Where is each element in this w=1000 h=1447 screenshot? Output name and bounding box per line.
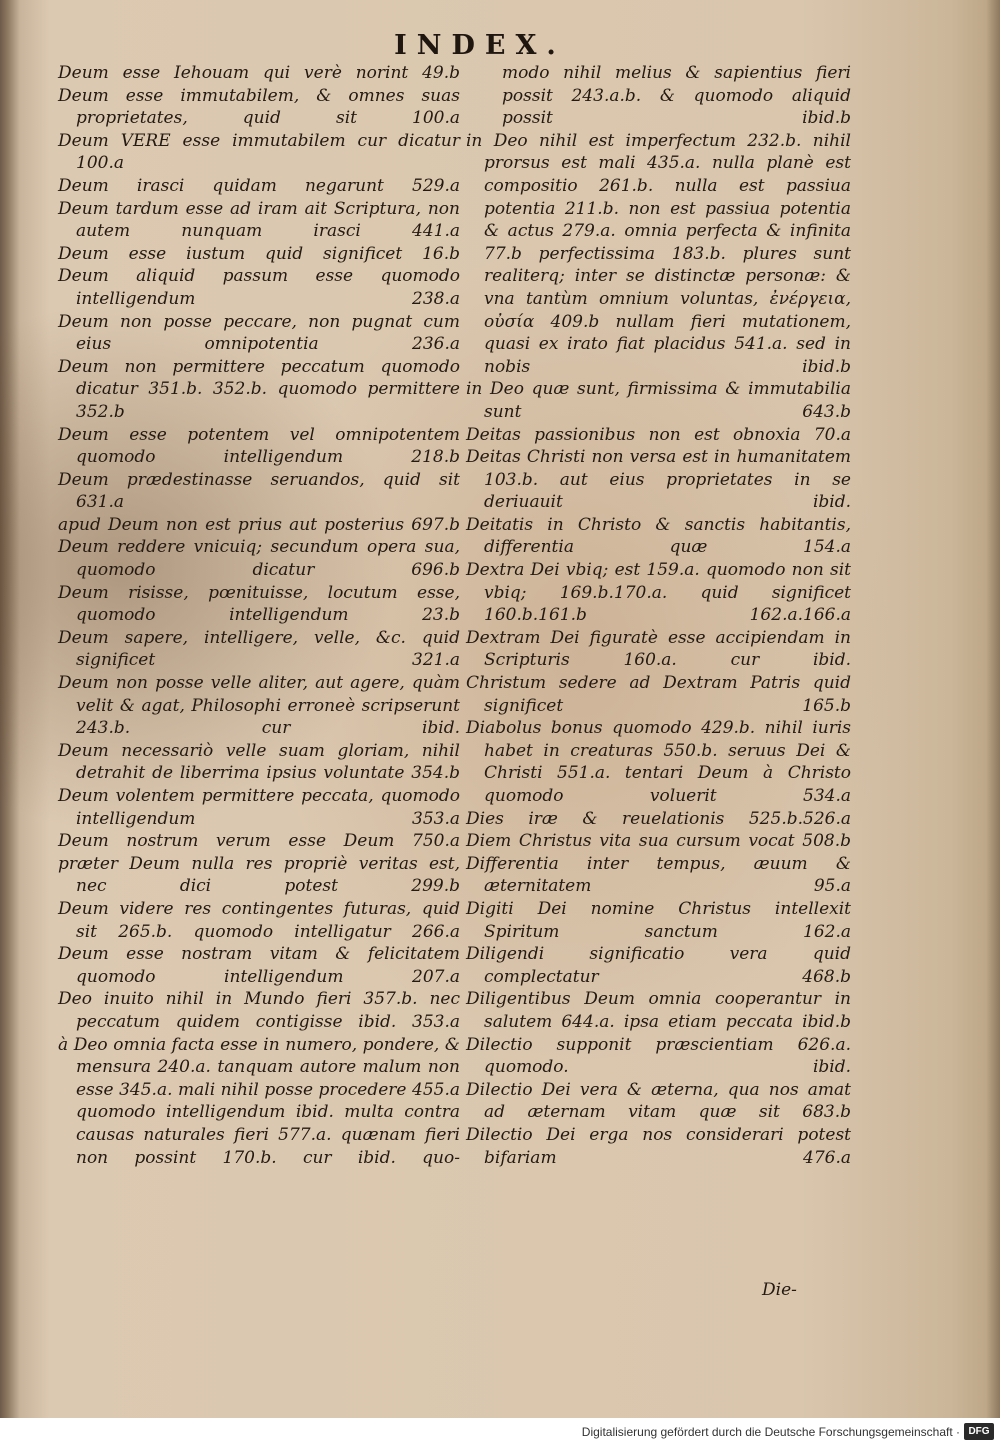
index-entry: in Deo nihil est imperfectum 232.b. nihil prorsus est mali 435.a. nulla planè est compositio 261.b. nulla est passiua potentia 211.b. non est passiua potentia & actus 279.a. omnia perfecta & infinita 77.b perfectissima 183.b. plures sunt realiterq; inter se distinctæ personæ: & vna tantùm omnium voluntas, ἐνέργεια, οὐσία 409.b nullam fieri mutationem, quasi ex irato fiat placidus 541.a. sed in nobis ibid.b [466,130,851,377]
catchword: Die- [762,1280,797,1300]
index-entry: Diem Christus vita sua cursum vocat 508.b [466,831,851,852]
index-entry: Dilectio Dei erga nos considerari potest bifariam 476.a [466,1124,851,1168]
index-entry: Deum non posse peccare, non pugnat cum eius omnipotentia 236.a [58,311,460,355]
digitization-footer [0,1418,1000,1447]
index-entry-continuation: modo nihil melius & sapientius fieri possit 243.a.b. & quomodo aliquid possit ibid.b [502,63,851,129]
index-entry: Deum VERE esse immutabilem cur dicatur 100.a [58,130,460,174]
index-entry: Deum non permittere peccatum quomodo dicatur 351.b. 352.b. quomodo permittere 352.b [58,356,460,422]
index-entry: Digiti Dei nomine Christus intellexit Spiritum sanctum 162.a [466,898,851,942]
index-entry: apud Deum non est prius aut posterius 697.b [58,514,460,535]
index-entry: Dextra Dei vbiq; est 159.a. quomodo non sit vbiq; 169.b.170.a. quid significet 160.b.161.b 162.a.166.a [466,560,851,626]
index-entry: Deum irasci quidam negarunt 529.a [58,175,460,196]
funding-credit: Digitalisierung gefördert durch die Deutsche Forschungsgemeinschaft · [581,1425,960,1439]
index-entry: Dextram Dei figuratè esse accipiendam in Scripturis 160.a. cur ibid. [466,627,851,671]
index-column-right [466,62,851,1169]
index-entry: Deum aliquid passum esse quomodo intelligendum 238.a [58,266,460,309]
index-entry: Diligendi significatio vera quid complectatur 468.b [466,944,851,987]
index-entry: Deum non posse velle aliter, aut agere, quàm velit & agat, Philosophi erroneè scripserunt 243.b. cur ibid. [58,673,460,739]
index-entry: Deum sapere, intelligere, velle, &c. quid significet 321.a [58,627,460,671]
index-entry: Christum sedere ad Dextram Patris quid significet 165.b [466,673,851,716]
index-entry: Deum esse nostram vitam & felicitatem quomodo intelligendum 207.a [58,944,460,987]
index-entry: Deum prædestinasse seruandos, quid sit 631.a [58,469,460,513]
index-entry: Deo inuito nihil in Mundo fieri 357.b. nec peccatum quidem contigisse ibid. 353.a [58,989,460,1032]
index-entry: Dilectio supponit præscientiam 626.a. quomodo. ibid. [466,1034,851,1078]
index-entry: Deum tardum esse ad iram ait Scriptura, non autem nunquam irasci 441.a [58,198,460,242]
index-entry: Deum reddere vnicuiq; secundum opera sua, quomodo dicatur 696.b [58,537,460,581]
index-entry: à Deo omnia facta esse in numero, pondere, & mensura 240.a. tanquam autore malum non esse 345.a. mali nihil posse procedere 455.a quomodo intelligendum ibid. multa contra causas naturales fieri 577.a. quænam fieri non possint 170.b. cur ibid. quo- [58,1034,460,1168]
index-entry: Deum esse iustum quid significet 16.b [58,243,460,264]
index-entry: Differentia inter tempus, æuum & æternitatem 95.a [466,853,851,897]
index-entry: Deitas passionibus non est obnoxia 70.a [466,424,851,445]
index-entry: Dilectio Dei vera & æterna, qua nos amat ad æternam vitam quæ sit 683.b [466,1079,851,1123]
index-column-left [58,62,460,1169]
index-entry: Dies iræ & reuelationis 525.b.526.a [466,808,851,829]
index-entry: Deum esse potentem vel omnipotentem quomodo intelligendum 218.b [58,424,460,468]
index-entry: Deitas Christi non versa est in humanitatem 103.b. aut eius proprietates in se deriuauit ibid. [466,447,851,513]
index-entry: in Deo quæ sunt, firmissima & immutabilia sunt 643.b [466,379,851,422]
index-entry: Deitatis in Christo & sanctis habitantis, differentia quæ 154.a [466,514,851,558]
index-entry: Diabolus bonus quomodo 429.b. nihil iuris habet in creaturas 550.b. seruus Dei & Christi 551.a. tentari Deum à Christo quomodo voluerit 534.a [466,718,851,806]
index-entry: Deum esse Iehouam qui verè norint 49.b [58,63,460,83]
index-entry: Deum volentem permittere peccata, quomodo intelligendum 353.a [58,786,460,829]
index-entry: Deum videre res contingentes futuras, quid sit 265.b. quomodo intelligatur 266.a [58,898,460,942]
index-entry: præter Deum nulla res propriè veritas est, nec dici potest 299.b [58,853,460,897]
index-entry: Deum risisse, pœnituisse, locutum esse, quomodo intelligendum 23.b [58,582,460,626]
page-title: INDEX. [394,30,566,61]
index-entry: Deum necessariò velle suam gloriam, nihil detrahit de liberrima ipsius voluntate 354.b [58,740,460,784]
index-entry: Deum esse immutabilem, & omnes suas proprietates, quid sit 100.a [58,85,460,129]
index-entry: Deum nostrum verum esse Deum 750.a [58,831,460,852]
dfg-logo-icon: DFG [964,1423,994,1440]
index-entry: Diligentibus Deum omnia cooperantur in salutem 644.a. ipsa etiam peccata ibid.b [466,989,851,1032]
